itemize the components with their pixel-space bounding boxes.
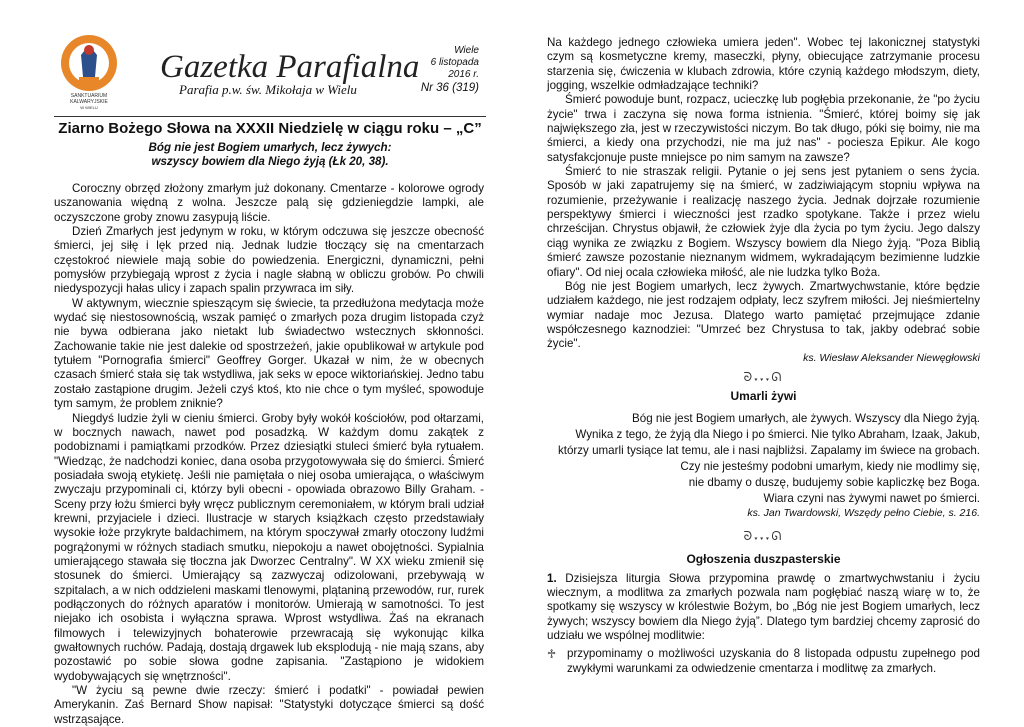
article-headline: Ziarno Bożego Słowa na XXXII Niedzielę w ciągu roku – „C” <box>58 120 482 137</box>
motto-line: Bóg nie jest Bogiem umarłych, lecz żywych: <box>148 141 392 154</box>
poem-line: Czy nie jesteśmy podobni umarłym, kiedy nie modlimy się, <box>680 459 980 473</box>
announcement-bullet <box>547 647 980 676</box>
announcement-item <box>547 572 980 644</box>
poem-source: ks. Jan Twardowski, Wszędy pełno Ciebie, s. 216. <box>747 506 980 519</box>
article-paragraph: Śmierć to nie straszak religii. Pytanie o jej sens jest pytaniem o sens życia. Sposób w jaki zapatrujemy się na śmierć, w zadziwiającym stopniu wpływa na rozumienie, przeżywanie i realizację naszego życia. Jednak dojrzałe rozumienie perspektywy śmierci i wieczności jest rzadko spotykane. Także i przez wielu chrześcijan. Chrystus objawił, że człowiek żyje dla życia po tym życiu. Jego dalszy ciąg wynika ze związku z Bogiem. Wszyscy bowiem dla Niego żyją. "Poza Biblią śmierć zawsze pozostanie nieznanym widmem, wykradającym bezimienne ludzkie ofiary". Od niej ocala człowieka miłość, ale nie ludzka tylko Boża. <box>547 165 980 279</box>
svg-text:SANKTUARIUM: SANKTUARIUM <box>70 93 108 99</box>
sanctuary-logo <box>57 33 121 111</box>
poem <box>547 411 980 507</box>
article-paragraph: Dzień Zmarłych jest jedynym w roku, w którym odczuwa się jeszcze obecność śmierci, jej siłę i lęk przed nią. Jednak ludzie tłoczący się na cmentarzach częstokroć niewiele mają sobie do powiedzenia. Energiczni, dynamiczni, pełni pomysłów przybiegają wprost z życia i nagle słabną w obliczu grobów. Po chwili niedyspozycji hałas ulicy i zapach spalin przywraca im siły. <box>54 225 484 296</box>
motto-line: wszyscy bowiem dla Niego żyją (Łk 20, 38). <box>151 155 389 169</box>
cross-bullet-icon: ♱ <box>547 647 557 662</box>
svg-text:KALWARYJSKIE: KALWARYJSKIE <box>70 99 108 105</box>
right-column <box>547 36 980 676</box>
parish-subtitle: Parafia p.w. św. Mikołaja w Wielu <box>179 82 357 97</box>
poem-title: Umarli żywi <box>730 388 797 403</box>
poem-line: którzy umarli tysiące lat temu, ale i nasi najbliżsi. Zapalamy im świece na grobach. <box>557 443 980 457</box>
poem-line: Bóg nie jest Bogiem umarłych, ale żywych. Wszyscy dla Niego żyją. <box>632 411 980 425</box>
article-paragraph: Niegdyś ludzie żyli w cieniu śmierci. Groby były wokół kościołów, pod ołtarzami, w bocznych nawach, nawet pod posadzką. W każdym domu zakątek z podobiznami i pamiątkami przodków. Przez dziesiątki stuleci śmierć była rytuałem. "Wiedząc, że nadchodzi koniec, dana osoba przygotowywała się do śmierci. Śmierć posiadała swoją etykietę. Jeśli nie pamiętała o niej osoba umierająca, o właściwym zwyczaju przypominali ci, którzy byli obecni - opowiada obrazowo Billy Graham. - Sceny przy łożu śmierci były wręcz publicznym ceremoniałem, w którym brali udział krewni, przyjaciele i dzieci. Ilustracje w starych książkach często przedstawiały wysokie łoże przykryte baldachimem, na którym spoczywał zmarły otoczony ludźmi pogrążonymi w różnych stadiach smutku, niepokoju a nawet obojętności. Sypialnia umierającego stawała się tłoczna jak Dworzec Centralny". W XX wieku zmienił się stosunek do śmierci. Umierający są zazwyczaj odizolowani, przebywają w szpitalach, a w nich oddzieleni maskami tlenowymi, plątaniną przewodów, rur, rurek podłączonych do różnych aparatów i monitorów. Umierają w samotności. To jest niejako ich osobista i wyłączna sprawa. Wprost wstydliwa. Żaś na ekranach filmowych i telewizyjnych bohaterowie przewracają się wykonując kilka gwałtownych ruchów. Padają, dostają drgawek lub eksplodują - nie mają szans, aby pozostawić po sobie słowa godne zapisania. "Zastąpiono je widokiem wydobywających się wnętrzności". <box>54 411 484 683</box>
ornament-divider: ᘐ𝅏𝅏𝅏ᘏ <box>743 369 784 384</box>
bullet-text: przypominamy o możliwości uzyskania do 8 listopada odpustu zupełnego pod zwykłymi warunkami za odwiedzenie cmentarza i modlitwę za zmarłych. <box>567 647 980 675</box>
announcement-number: 1. <box>547 571 557 585</box>
poem-line: Wiara czyni nas żywymi nawet po śmierci. <box>763 491 980 505</box>
article-paragraph: Coroczny obrzęd złożony zmarłym już dokonany. Cmentarze - kolorowe ogrody uszanowania więdną z wolna. Jeszcze palą się gdzieniegdzie lampki, ale oczyszczone groby znowu zasypują liście. <box>54 182 484 224</box>
issue-date: 6 listopada <box>430 57 479 68</box>
article-paragraph: "W życiu są pewne dwie rzeczy: śmierć i podatki" - powiadał pewien Amerykanin. Zaś Bernard Show napisał: "Statystyki dotyczące śmierci są dość wstrząsające. <box>54 684 484 726</box>
article-paragraph: Bóg nie jest Bogiem umarłych, lecz żywych. Zmartwychwstanie, które będzie udziałem każdego, nie jest rodzajem odpłaty, lecz szyfrem miłości. Jej nieśmiertelny wymiar nadaje moc Jezusa. Dlatego warto pamiętać przejmujące zdanie współczesnego kaznodziei: "Umrzeć bez Chrystusa to tak, jakby odebrać sobie życie". <box>547 279 980 351</box>
newsletter-title: Gazetka Parafialna <box>160 49 420 85</box>
announcements-title: Ogłoszenia duszpasterskie <box>686 551 841 566</box>
article-author: ks. Wiesław Aleksander Niewęgłowski <box>803 351 980 364</box>
issue-info <box>409 45 479 95</box>
issue-number: Nr 36 (319) <box>420 82 479 94</box>
poem-line: Wynika z tego, że żyją dla Niego i po śmierci. Nie tylko Abraham, Izaak, Jakub, <box>575 427 980 441</box>
ornament-divider: ᘐ𝅏𝅏𝅏ᘏ <box>743 528 784 543</box>
article-paragraph: Na każdego jednego człowieka umiera jeden". Wobec tej lakonicznej statystyki czym są kosmetyczne kremy, maseczki, płyny, obiecujące zatrzymanie procesu starzenia się, ćwiczenia w klubach zdrowia, które czynią każdego młodszym, diety, jogging, wszelkie odmładzające techniki? <box>547 36 980 93</box>
article-paragraph: W aktywnym, wiecznie spieszącym się świecie, ta przedłużona medytacja może wydać się niestosownością, wszak pamięć o zmarłych poza drugim listopada czyż nie bywa odbierana jako nietakt lub świadectwo wstecznych skłonności. Zachowanie takie nie jest dalekie od spostrzeżeń, jakie opublikował w artykule pod tytułem "Pornografia śmierci" Geoffrey Gorger. Ukazał w nim, że w obecnych czasach śmierć stała się tak wstydliwa, jak seks w epoce wiktoriańskiej. Jedno tabu zostało zastąpione drugim. Jeżeli czyś ktoś, kto nie chce o tym myśleć, spowoduje tym samym, że problem zniknie? <box>54 296 484 411</box>
article-paragraph: Śmierć powoduje bunt, rozpacz, ucieczkę lub pogłębia przekonanie, że "po życiu życie" trwa i zaczyna się nowa forma istnienia. "Śmierć, której boimy się jak największego zła, jest w rzeczywistości niczym. Bo tak długo, póki się boimy, nie ma śmierci, a kiedy ona przychodzi, nie ma już nas" - pociesza Epikur. Ale kogo satysfakcjonuje puste mniejsce po nim samym na zawsze? <box>547 93 980 164</box>
issue-year: 2016 r. <box>448 69 479 80</box>
poem-line: nie dbamy o duszę, budujemy sobie kapliczkę bez Boga. <box>688 475 980 489</box>
masthead-divider <box>54 116 486 117</box>
article-motto <box>54 141 486 170</box>
left-column <box>54 182 484 727</box>
announcement-text: Dzisiejsza liturgia Słowa przypomina prawdę o zmartwychwstaniu i życiu wiecznym, a modlitwa za zmarłych pozwala nam pogłębiać naszą wiarę w to, że spotkamy się wszyscy w królestwie Bożym, bo „Bóg nie jest Bogiem umarłych, lecz żywych; wszyscy bowiem dla Niego żyją”. Dlatego tym bardziej chcemy zaprosić do udziału we wspólnej modlitwie: <box>547 571 980 642</box>
masthead <box>54 30 484 108</box>
svg-text:W WIELU: W WIELU <box>80 105 98 110</box>
issue-place: Wiele <box>454 45 479 56</box>
